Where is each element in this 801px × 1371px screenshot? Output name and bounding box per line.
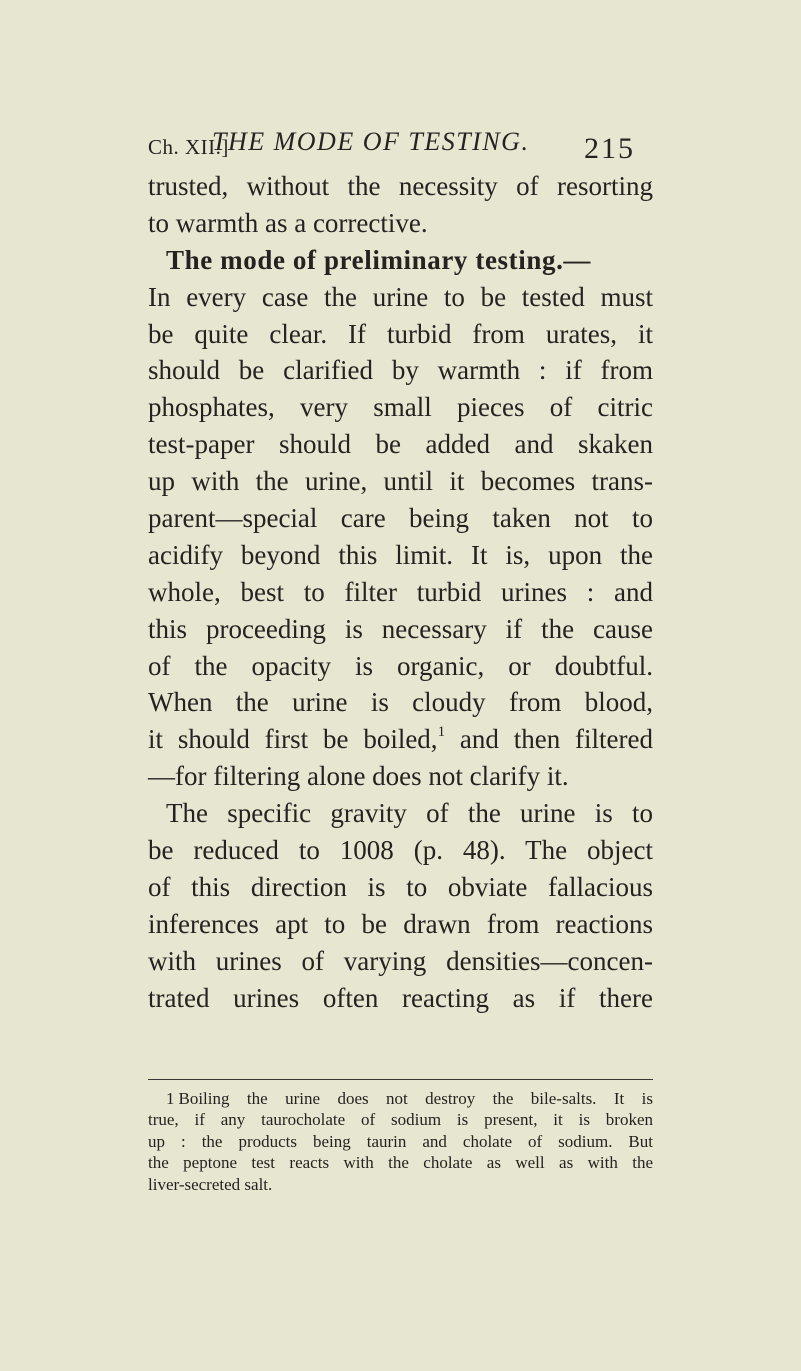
footnote-line: true, if any taurocholate of sodium is present, it is broken: [148, 1110, 653, 1130]
text-line: of the opacity is organic, or doubtful.: [148, 650, 653, 681]
footnote-line: the peptone test reacts with the cholate as well as with the: [148, 1153, 653, 1173]
text-line: —for filtering alone does not clarify it.: [148, 761, 569, 792]
text-fragment: and then filtered: [459, 724, 653, 755]
text-line: The specific gravity of the urine is to: [166, 798, 653, 829]
text-line: to warmth as a corrective.: [148, 207, 428, 238]
text-line: whole, best to filter turbid urines : and: [148, 576, 653, 607]
footnote-line: up : the products being taurin and cholate of sodium. But: [148, 1131, 653, 1151]
text-line: trated urines often reacting as if there: [148, 982, 653, 1013]
text-line: up with the urine, until it becomes trans-: [148, 466, 653, 497]
text-line: inferences apt to be drawn from reactions: [148, 908, 653, 939]
footnote: [148, 1088, 653, 1195]
body-text: [148, 168, 653, 1016]
footnote-divider: [148, 1079, 653, 1080]
text-line: with urines of varying densities—concen-: [148, 945, 653, 976]
footnote-reference: 1: [437, 724, 446, 741]
text-line: should be clarified by warmth : if from: [148, 355, 653, 386]
text-line: this proceeding is necessary if the cause: [148, 613, 653, 644]
footnote-line: liver-secreted salt.: [148, 1174, 273, 1194]
text-line: phosphates, very small pieces of citric: [148, 392, 653, 423]
text-line: be reduced to 1008 (p. 48). The object: [148, 835, 653, 866]
chapter-label: Ch. XII.]: [148, 135, 229, 159]
text-line: parent—special care being taken not to: [148, 503, 653, 534]
text-line: acidify beyond this limit. It is, upon the: [148, 539, 653, 570]
footnote-text: Boiling the urine does not destroy the bile-salts. It is: [178, 1089, 653, 1108]
text-fragment: it should first be boiled,: [148, 724, 438, 755]
section-heading: The mode of preliminary testing.—: [166, 244, 592, 275]
text-line: In every case the urine to be tested must: [148, 281, 653, 312]
footnote-line: [148, 1088, 653, 1109]
page-number: 215: [584, 132, 635, 165]
text-line: When the urine is cloudy from blood,: [148, 687, 653, 718]
running-title: THE MODE OF TESTING.: [212, 127, 530, 156]
running-header: [148, 124, 578, 164]
text-line: of this direction is to obviate fallacious: [148, 871, 653, 902]
text-line-with-footnote: [148, 721, 653, 758]
text-line: be quite clear. If turbid from urates, it: [148, 318, 653, 349]
text-line: trusted, without the necessity of resorting: [148, 171, 653, 201]
footnote-number: 1: [166, 1089, 175, 1108]
text-line: test-paper should be added and skaken: [148, 429, 653, 460]
